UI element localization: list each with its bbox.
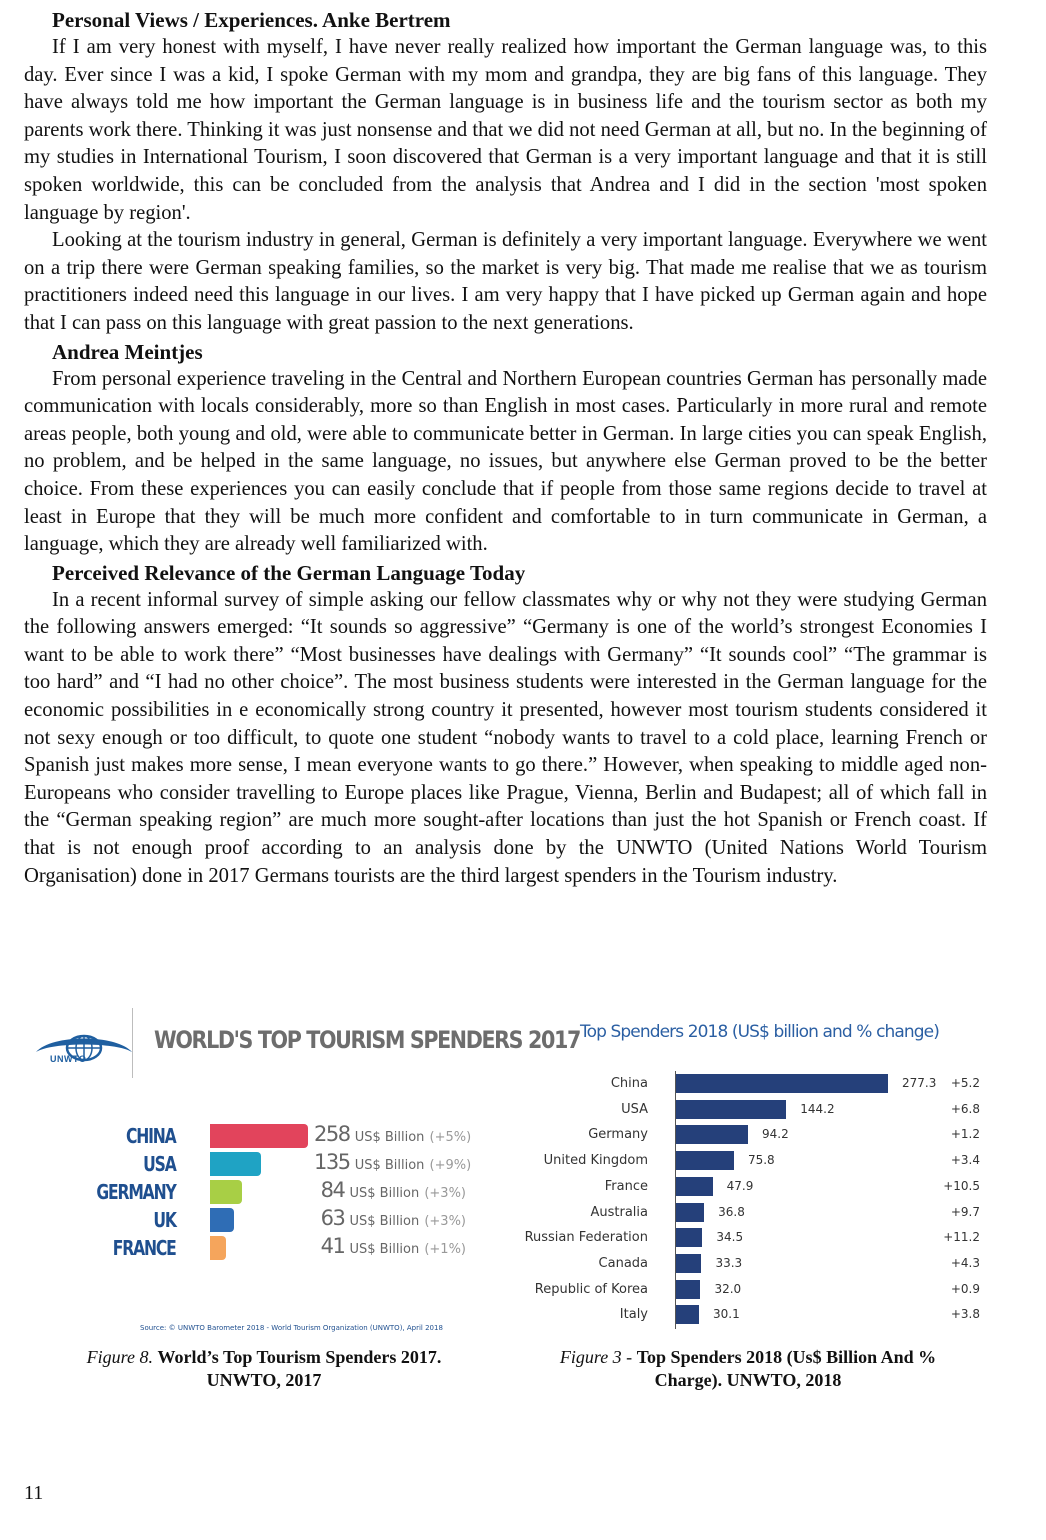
figure-8-country-label: USA [143, 1152, 176, 1176]
figure-3-bar [676, 1125, 748, 1144]
figure-8-row [24, 1152, 514, 1178]
figure-3-caption [520, 1346, 976, 1392]
logo-divider [132, 1008, 133, 1078]
figure-8-caption-source: UNWTO, 2017 [206, 1370, 322, 1390]
figure-3-value-label: 34.5 [716, 1230, 744, 1245]
paragraph-4: In a recent informal survey of simple asking our fellow classmates why or why not they were studying German the following answers emerged: “It sounds so aggressive” “Germany is one of the world’s strongest Economies I want to be able to work there” “Most businesses have dealings with Germany” “It sounds cool” “The grammar is too hard” and “I had no other choice”. The most business students were interested in the German language for the economic possibilities in e economically strong country it presented, however most tourism students considered it not sexy enough or too difficult, to quote one student “nobody wants to travel to a cold place, learning French or Spanish just makes more sense, I mean everyone wants to go there.” However, when speaking to middle aged non-Europeans who consider travelling to Europe places like Prague, Vienna, Berlin and Budapest; all of which fall in the “German speaking region” are much more sought-after locations than just the hot Spanish or French coast. If that is not enough proof according to an analysis done by the UNWTO (United Nations World Tourism Organisation) done in 2017 Germans tourists are the third largest spenders in the Tourism industry. [24, 588, 987, 887]
figure-8-bar [210, 1236, 226, 1260]
figure-3-chart [520, 1012, 990, 1334]
figure-8-value-label [314, 1234, 466, 1258]
paragraph-2: Looking at the tourism industry in general, German is definitely a very important language. Everywhere we went on a trip there were German speaking families, so the market is very big. That made me realise that we as tourism practitioners indeed need this language in our lives. I am very happy that I have picked up German again and hope that I can pass on this language with great passion to the next generations. [24, 229, 987, 334]
figure-8-chart [24, 1004, 580, 1342]
figure-8-change: (+5%) [429, 1130, 472, 1145]
figure-8-unit: US$ Billion [354, 1130, 425, 1145]
figure-3-bar [676, 1074, 888, 1093]
figure-3-caption-label: Figure 3 - [559, 1347, 633, 1367]
unwto-logo-text: UNWTO [50, 1054, 87, 1064]
figure-3-caption-source: . UNWTO, 2018 [717, 1370, 842, 1390]
figure-8-unit: US$ Billion [349, 1242, 420, 1257]
figure-8-country-label: GERMANY [96, 1180, 176, 1204]
figure-8-bar [210, 1180, 242, 1204]
figure-3-change-label: +9.7 [950, 1204, 980, 1219]
figure-3-row [520, 1305, 990, 1327]
figure-8-value: 41 [320, 1234, 345, 1258]
figure-8-unit: US$ Billion [349, 1214, 420, 1229]
figure-3-change-label: +0.9 [950, 1281, 980, 1296]
figure-8-bar [210, 1152, 261, 1176]
figure-8-country-label: CHINA [126, 1124, 176, 1148]
figure-3-country-label: USA [621, 1101, 648, 1117]
figure-3-caption-title: Top Spenders 2018 (Us$ Billion And % [636, 1347, 937, 1367]
paragraph-1: If I am very honest with myself, I have never really realized how important the German language was, to this day. Ever since I was a kid, I spoke German with my mom and grandpa, they are big fans of this language. They have always told me how important the German language is in business life and the tourism sector as both my parents work there. Thinking it was just nonsense and that we did not need German at all, but no. In the beginning of my studies in International Tourism, I soon discovered that German is a very important language and that it is still spoken worldwide, this can be concluded from the analysis that Andrea and I did in the section 'most spoken language by region'. [24, 36, 987, 224]
figure-3-change-label: +3.4 [950, 1153, 980, 1168]
figure-3-country-label: Germany [588, 1127, 648, 1143]
figure-3-bar [676, 1305, 699, 1324]
figure-8-value-label [314, 1178, 466, 1202]
section-heading-relevance: Perceived Relevance of the German Language Today [52, 560, 526, 585]
figure-3-bar [676, 1203, 704, 1222]
figure-3-bar [676, 1151, 734, 1170]
figure-3-title: Top Spenders 2018 (US$ billion and % change) [580, 1022, 939, 1042]
article-body [24, 6, 987, 890]
figure-3-bar [676, 1228, 702, 1247]
figure-3-value-label: 36.8 [718, 1204, 745, 1219]
figure-8-caption [44, 1346, 484, 1392]
figure-3-change-label: +6.8 [950, 1101, 980, 1116]
figure-8-change: (+3%) [424, 1186, 466, 1201]
figure-8-row [24, 1236, 514, 1262]
figure-8-unit: US$ Billion [349, 1186, 420, 1201]
figure-8-unit: US$ Billion [354, 1158, 425, 1173]
figure-8-value: 63 [320, 1206, 345, 1230]
page-number: 11 [24, 1482, 44, 1504]
figure-3-bar [676, 1280, 700, 1299]
figure-3-country-label: Canada [598, 1255, 648, 1271]
paragraph-3: From personal experience traveling in the Central and Northern European countries German has personally made communication with locals considerably, more so than English in most cases. Particularly in more rural and remote areas people, both young and old, were able to communicate better in German. In large cities you can speak English, no problem, and be helped in the same language, no issues, but anywhere else German proved to be the better choice. From these experiences you can easily conclude that if people from those same regions decide to travel at least in Europe that they will be much more confident and comfortable to in turn communicate in German, a language, which they are already well familiarized with. [24, 367, 987, 556]
figure-8-change: (+1%) [424, 1242, 466, 1257]
figure-8-country-label: FRANCE [113, 1236, 176, 1260]
figure-8-change: (+3%) [424, 1214, 466, 1229]
figure-3-country-label: Australia [590, 1204, 648, 1220]
figure-3-value-label: 277.3 [902, 1076, 937, 1090]
figure-3-value-label: 94.2 [762, 1127, 789, 1142]
figure-3-country-label: United Kingdom [543, 1153, 648, 1169]
figure-8-source: Source: © UNWTO Barometer 2018 - World Tourism Organization (UNWTO), April 2018 [140, 1324, 443, 1332]
figure-8-value: 84 [320, 1178, 345, 1202]
figure-3-change-label: +1.2 [950, 1127, 980, 1142]
section-heading-andrea: Andrea Meintjes [52, 339, 203, 364]
figure-8-change: (+9%) [429, 1158, 472, 1173]
figure-8-row [24, 1208, 514, 1234]
figure-8-country-label: UK [153, 1208, 176, 1232]
figure-3-row [520, 1074, 990, 1096]
figure-3-value-label: 47.9 [726, 1178, 754, 1193]
figure-3-bar [676, 1177, 713, 1196]
section-heading-anke: Personal Views / Experiences. Anke Bertrem [52, 8, 451, 32]
figure-3-value-label: 32.0 [714, 1281, 742, 1296]
figure-8-value: 135 [314, 1150, 350, 1174]
figure-3-row [520, 1228, 990, 1250]
figure-3-country-label: China [610, 1076, 648, 1091]
figure-3-change-label: +10.5 [943, 1178, 980, 1193]
figure-3-country-label: Russian Federation [524, 1230, 648, 1246]
figure-3-value-label: 30.1 [713, 1307, 740, 1322]
figure-3-country-label: Republic of Korea [534, 1281, 648, 1297]
figure-3-caption-title-end: Charge) [654, 1370, 718, 1390]
unwto-globe-icon [32, 1018, 136, 1078]
figure-8-row [24, 1124, 514, 1150]
figure-8-bar [210, 1124, 308, 1148]
figure-3-row [520, 1151, 990, 1173]
figure-3-value-label: 75.8 [747, 1153, 775, 1168]
figure-8-row [24, 1180, 514, 1206]
figure-3-change-label: +4.3 [950, 1255, 980, 1270]
figure-8-bar [210, 1208, 234, 1232]
figure-3-row [520, 1100, 990, 1122]
figure-3-row [520, 1125, 990, 1147]
figure-3-country-label: Italy [619, 1307, 648, 1323]
figure-3-row [520, 1203, 990, 1225]
figure-8-caption-title: World’s Top Tourism Spenders 2017. [157, 1347, 442, 1367]
figure-3-value-label: 144.2 [800, 1101, 835, 1116]
figure-3-country-label: France [604, 1178, 648, 1194]
figure-3-bar [676, 1100, 786, 1119]
figure-3-change-label: +5.2 [950, 1076, 980, 1090]
figure-8-value-label [314, 1122, 472, 1146]
figure-3-row [520, 1177, 990, 1199]
figure-3-value-label: 33.3 [715, 1255, 743, 1270]
figure-8-value: 258 [314, 1122, 350, 1146]
figure-8-caption-label: Figure 8. [86, 1347, 153, 1367]
figure-8-value-label [314, 1150, 472, 1174]
figure-3-row [520, 1280, 990, 1302]
figure-3-change-label: +3.8 [950, 1307, 980, 1322]
figure-3-row [520, 1254, 990, 1276]
figure-8-title: WORLD'S TOP TOURISM SPENDERS 2017 [154, 1026, 580, 1054]
figure-8-value-label [314, 1206, 466, 1230]
figure-3-bar [676, 1254, 701, 1273]
figure-3-change-label: +11.2 [943, 1230, 980, 1245]
